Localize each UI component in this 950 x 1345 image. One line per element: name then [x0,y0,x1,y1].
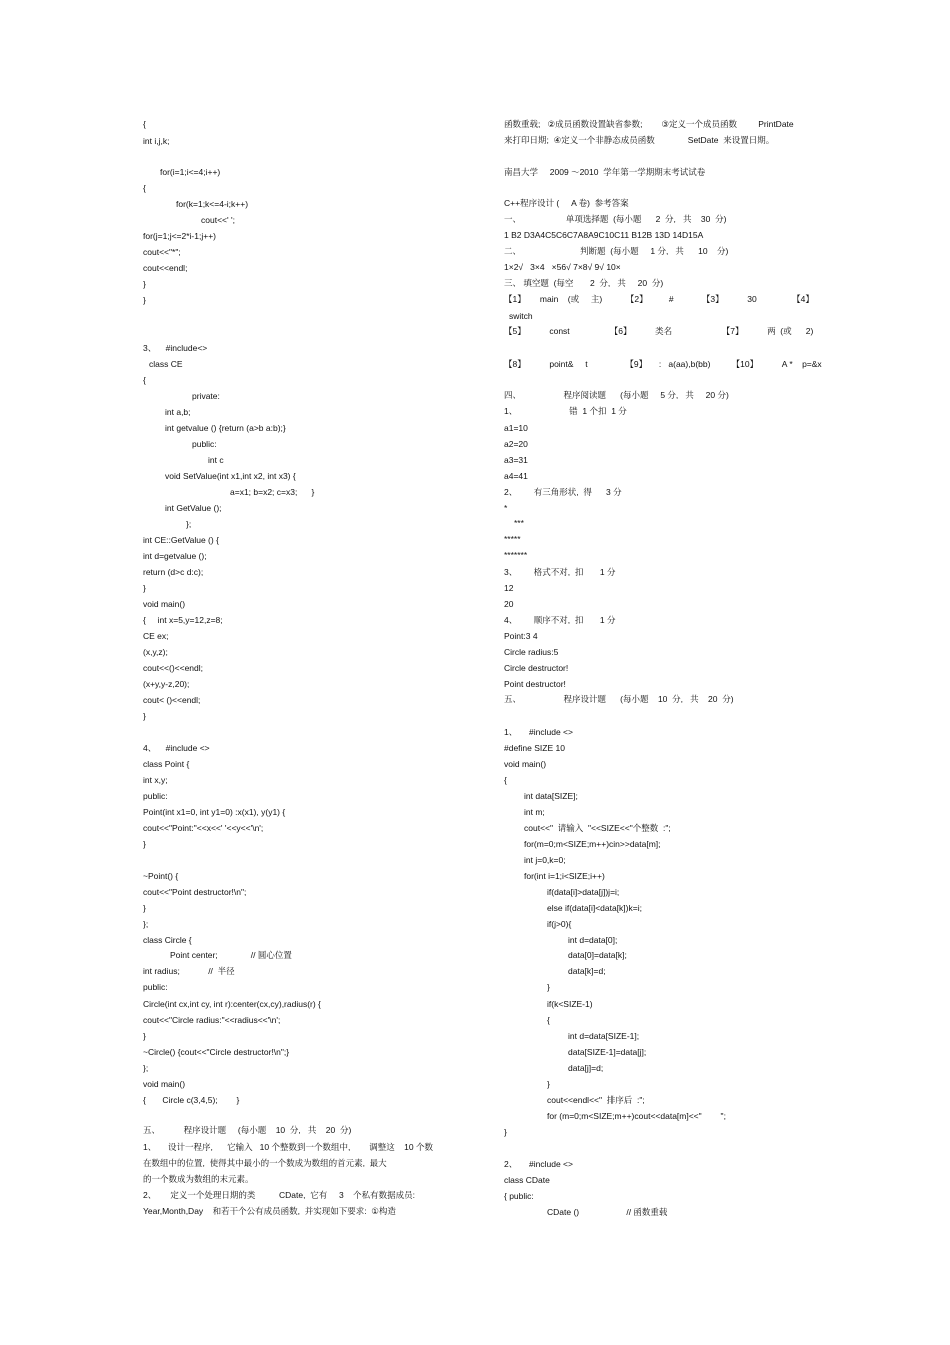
text-line: 【1】 main (或 主) 【2】 # 【3】 30 【4】 [504,294,814,304]
text-line: 来打印日期; ④定义一个非静态成员函数 SetDate 来设置日期。 [504,135,775,145]
text-line: data[0]=data[k]; [568,950,627,960]
text-line: } [504,1127,507,1137]
text-line: int j=0,k=0; [524,855,566,865]
text-line: int CE::GetValue () { [143,535,219,545]
text-line: class Circle { [143,935,192,945]
text-line: if(k<SIZE-1) [547,999,593,1009]
text-line: class Point { [143,759,190,769]
text-line: return (d>c d:c); [143,567,204,577]
text-line: cout<<endl<<" 排序后 :"; [547,1095,645,1105]
text-line: }; [186,519,192,529]
text-line: data[k]=d; [568,966,606,976]
text-line: Point center; // 圆心位置 [170,950,292,960]
text-line: 【8】 point& t 【9】 : a(aa),b(bb) 【10】 A * p=&x [504,359,822,369]
text-line: void main() [504,759,547,769]
text-line: }; [143,919,149,929]
text-line: { [143,375,146,385]
text-line: 1、 错 1 个扣 1 分 [504,406,627,416]
text-line: { [143,183,146,193]
text-line: 1、 设计一程序, 它输入 10 个整数到一个数组中, 调整这 10 个数 [143,1142,433,1152]
text-line: int c [208,455,224,465]
text-line: int m; [524,807,545,817]
text-line: class CDate [504,1175,550,1185]
text-line: a4=41 [504,471,528,481]
text-line: a1=10 [504,423,528,433]
text-line: 3、 #include<> [143,343,208,353]
text-line: } [143,839,146,849]
text-line: 1×2√ 3×4 ×56√ 7×8√ 9√ 10× [504,262,621,272]
text-line: } [143,295,146,305]
text-line: #define SIZE 10 [504,743,565,753]
text-line: 函数重载; ②成员函数设置缺省参数; ③定义一个成员函数 PrintDate [504,119,794,129]
text-line: C++程序设计 ( A 卷) 参考答案 [504,198,629,208]
text-line: void SetValue(int x1,int x2, int x3) { [165,471,296,481]
text-line: Point destructor! [504,679,566,689]
text-line: } [143,583,146,593]
text-line: 三、 填空题 (每空 2 分, 共 20 分) [504,278,664,288]
text-line: ~Point() { [143,871,179,881]
text-line: Circle(int cx,int cy, int r):center(cx,cy),radius(r) { [143,999,321,1009]
text-line: data[SIZE-1]=data[j]; [568,1047,647,1057]
text-line: ******* [504,550,528,560]
text-line: int i,j,k; [143,136,170,146]
text-line: int d=getvalue (); [143,551,207,561]
text-line: Circle destructor! [504,663,569,673]
text-line: 【5】 const 【6】 类名 【7】 两 (或 2) [504,326,814,336]
text-line: { public: [504,1191,534,1201]
text-line: Circle radius:5 [504,647,559,657]
text-line: int radius; // 半径 [143,966,235,976]
text-line: } [143,1031,146,1041]
text-line: 2、 #include <> [504,1159,573,1169]
text-line: * [504,503,508,513]
text-line: Year,Month,Day 和若干个公有成员函数, 并实现如下要求: ①构造 [143,1206,396,1216]
text-line: cout<<"Point destructor!\n"; [143,887,247,897]
text-line: 4、 顺序不对, 扣 1 分 [504,615,616,625]
text-line: cout<<()<<endl; [143,663,204,673]
text-line: 2、 定义一个处理日期的类 CDate, 它有 3 个私有数据成员: [143,1190,416,1200]
text-line: int x,y; [143,775,168,785]
text-line: int getvalue () {return (a>b a:b);} [165,423,286,433]
text-line: 的一个数成为数组的末元素。 [143,1174,254,1184]
text-line: } [143,903,146,913]
text-line: if(j>0){ [547,919,572,929]
text-line: private: [192,391,220,401]
text-line: ~Circle() {cout<<"Circle destructor!\n";} [143,1047,290,1057]
text-line: 在数组中的位置, 使得其中最小的一个数成为数组的首元素, 最大 [143,1158,387,1168]
text-line: } [143,711,146,721]
text-line: *** [514,518,524,528]
text-line: { [143,119,146,129]
text-line: for(i=1;i<=4;i++) [160,167,221,177]
text-line: cout<<endl; [143,263,188,273]
text-line: cout<<" 请输入 "<<SIZE<<"个整数 :"; [524,823,671,833]
text-line: 3、 格式不对, 扣 1 分 [504,567,616,577]
text-line: 20 [504,599,514,609]
text-line: 1、 #include <> [504,727,573,737]
text-line: int GetValue (); [165,503,222,513]
text-line: for(int i=1;i<SIZE;i++) [524,871,605,881]
text-line: cout<<' '; [201,215,235,225]
text-line: } [143,279,146,289]
text-line: int d=data[0]; [568,935,618,945]
text-line: 四、 程序阅读题 (每小题 5 分, 共 20 分) [504,390,729,400]
text-line: class CE [149,359,183,369]
text-line: public: [143,982,168,992]
text-line: 五、 程序设计题 (每小题 10 分, 共 20 分) [504,694,734,704]
text-line: CDate () // 函数重载 [547,1207,668,1217]
text-line: Point(int x1=0, int y1=0) :x(x1), y(y1) { [143,807,286,817]
text-line: ***** [504,534,521,544]
text-line: { [504,775,507,785]
text-line: { [547,1015,550,1025]
text-line: a3=31 [504,455,528,465]
text-line: (x,y,z); [143,647,168,657]
text-line: 12 [504,583,514,593]
text-line: int a,b; [165,407,191,417]
text-line: for (m=0;m<SIZE;m++)cout<<data[m]<<" "; [547,1111,726,1121]
text-line: 4、 #include <> [143,743,210,753]
text-line: void main() [143,1079,186,1089]
text-line: switch [509,311,533,321]
text-line: { int x=5,y=12,z=8; [143,615,223,625]
text-line: Point:3 4 [504,631,538,641]
text-line: public: [192,439,217,449]
text-line: } [547,982,550,992]
text-line: cout< ()<<endl; [143,695,201,705]
text-line: for(m=0;m<SIZE;m++)cin>>data[m]; [524,839,661,849]
text-line: 南昌大学 2009 ～2010 学年第一学期期末考试试卷 [504,167,706,177]
text-line: void main() [143,599,186,609]
text-line: CE ex; [143,631,169,641]
text-line: a=x1; b=x2; c=x3; } [230,487,315,497]
text-line: data[j]=d; [568,1063,604,1073]
text-line: if(data[i]>data[j])j=i; [547,887,620,897]
text-line: public: [143,791,168,801]
text-line: for(k=1;k<=4-i;k++) [176,199,249,209]
text-line: 一、 单项选择题 (每小题 2 分, 共 30 分) [504,214,727,224]
text-line: { Circle c(3,4,5); } [143,1095,240,1105]
text-line: (x+y,y-z,20); [143,679,190,689]
text-line: cout<<"*"; [143,247,181,257]
text-line: cout<<"Circle radius:"<<radius<<'\n'; [143,1015,281,1025]
text-line: }; [143,1063,149,1073]
text-line: cout<<"Point:"<<x<<' '<<y<<'\n'; [143,823,264,833]
text-line: } [547,1079,550,1089]
text-line: 2、 有三角形状, 得 3 分 [504,487,622,497]
text-line: 二、 判断题 (每小题 1 分, 共 10 分) [504,246,729,256]
text-line: else if(data[i]<data[k])k=i; [547,903,642,913]
text-line: 1 B2 D3A4C5C6C7A8A9C10C11 B12B 13D 14D15A [504,230,704,240]
text-line: 五、 程序设计题 (每小题 10 分, 共 20 分) [143,1125,352,1135]
text-line: for(j=1;j<=2*i-1;j++) [143,231,216,241]
text-line: int data[SIZE]; [524,791,578,801]
text-line: a2=20 [504,439,528,449]
text-line: int d=data[SIZE-1]; [568,1031,640,1041]
